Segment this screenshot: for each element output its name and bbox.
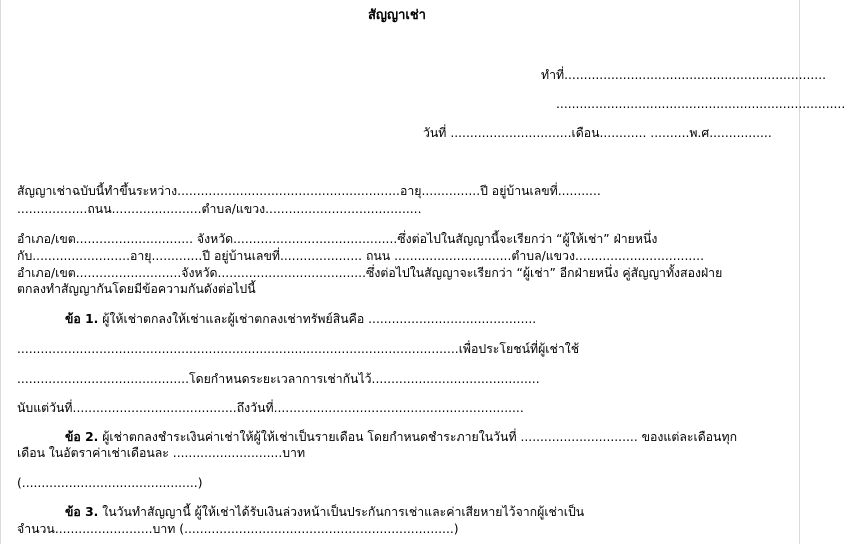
clause-2-line-1 — [65, 430, 737, 445]
clause-1-text: ผู้ให้เช่าตกลงให้เช่าและผู้เช่าตกลงเช่าทรัพย์สินคือ ........................................... — [98, 312, 537, 326]
preamble-line-6: ตกลงทำสัญญากันโดยมีข้อความกันดังต่อไปนี้ — [17, 282, 256, 296]
preamble-line-2: ..................ถนน.......................ตำบล/แขวง........................................ — [17, 202, 422, 216]
clause-2-line-3: (.............................................) — [17, 476, 203, 490]
document-title: สัญญาเช่า — [368, 8, 426, 23]
clause-1-line-4: นับแต่วันที่..........................................ถึงวันที่................................................................ — [17, 401, 524, 415]
preamble-line-3: อำเภอ/เขต.............................. จังหวัด..........................................ซึ่งต่อไปในสัญญานี้จะเรียกว่า “ผู้ให้เช่า” ฝ่ายหนึ่ง — [17, 232, 658, 246]
clause-3-line-1 — [65, 505, 584, 520]
clause-1-line-3: ............................................โดยกำหนดระยะเวลาการเช่ากันไว้........................................... — [17, 372, 540, 386]
preamble-line-4: กับ.........................อายุ.............ปี อยู่บ้านเลขที่..................... ถนน ..............................ตำบล/แขวง................................. — [17, 249, 704, 263]
made-at-line: ทำที่................................................................... — [541, 68, 827, 82]
clause-3-text: ในวันทำสัญญานี้ ผู้ให้เช่าได้รับเงินล่วงหน้าเป็นประกันการเช่าและค่าเสียหายไว้จากผู้เช่าเป็น — [98, 505, 585, 519]
clause-1-line-2: .................................................................................................................เพื่อประโยชน์ที่ผู้เช่าใช้ — [17, 342, 580, 356]
date-line: วันที่ ...............................เดือน............ ..........พ.ศ................ — [423, 126, 772, 140]
clause-2-text: ผู้เช่าตกลงชำระเงินค่าเช่าให้ผู้ให้เช่าเป็นรายเดือน โดยกำหนดชำระภายในวันที่ .............................. ของแต่ละเดือนทุก — [98, 430, 738, 444]
clause-2-line-2: เดือน ในอัตราค่าเช่าเดือนละ ............................บาท — [17, 446, 306, 460]
clause-3-heading: ข้อ 3. — [65, 505, 99, 519]
clause-1-line-1 — [65, 312, 536, 327]
clause-2-heading: ข้อ 2. — [65, 430, 99, 444]
made-at-continuation: .......................................................................... — [556, 97, 845, 111]
preamble-line-1: สัญญาเช่าฉบับนี้ทำขึ้นระหว่าง.........................................................อายุ...............ปี อยู่บ้านเลขที่........... — [17, 184, 601, 198]
preamble-line-5: อำเภอ/เขต...........................จังหวัด......................................ซึ่งต่อไปในสัญญาจะเรียกว่า “ผู้เช่า” อีกฝ่ายหนึ่ง คู่สัญญาทั้งสองฝ่าย — [17, 266, 723, 280]
clause-1-heading: ข้อ 1. — [65, 312, 99, 326]
clause-3-line-2: จำนวน.........................บาท (.....................................................................) — [17, 522, 459, 536]
